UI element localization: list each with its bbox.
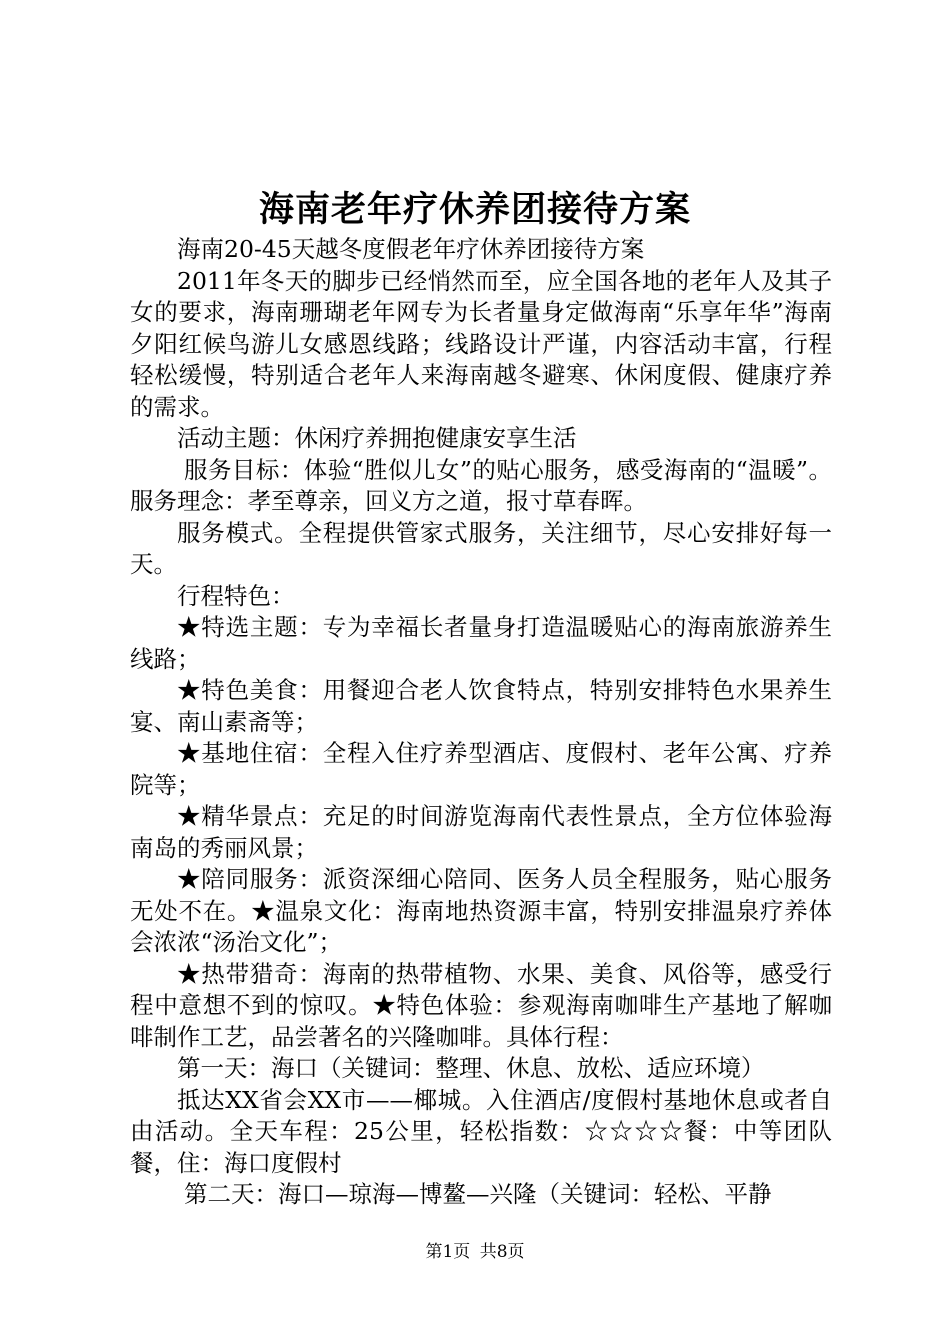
page-footer: 第1页 共8页 [425, 1242, 525, 1262]
feature-service-paragraph: ★陪同服务：派资深细心陪同、医务人员全程服务，贴心服务无处不在。★温泉文化：海南地热资源丰富，特别安排温泉疗养体会浓浓“汤治文化”； [130, 865, 832, 956]
day-one-detail-paragraph: 抵达XX省会XX市——椰城。入住酒店/度假村基地休息或者自由活动。全天车程：25公里，轻松指数：☆☆☆☆餐：中等团队餐，住：海口度假村 [130, 1085, 832, 1177]
service-goal-paragraph: 服务目标：体验“胜似儿女”的贴心服务，感受海南的“温暖”。服务理念：孝至尊亲，回义方之道，报寸草春晖。 [130, 455, 832, 515]
document-body [130, 234, 832, 1211]
feature-lodging-paragraph: ★基地住宿：全程入住疗养型酒店、度假村、老年公寓、疗养院等； [130, 739, 832, 799]
document-title: 海南老年疗休养团接待方案 [258, 189, 691, 230]
feature-scenery-paragraph: ★精华景点：充足的时间游览海南代表性景点，全方位体验海南岛的秀丽风景； [130, 802, 832, 862]
feature-tropical-paragraph: ★热带猎奇：海南的热带植物、水果、美食、风俗等，感受行程中意想不到的惊叹。★特色体验：参观海南咖啡生产基地了解咖啡制作工艺，品尝著名的兴隆咖啡。具体行程： [130, 959, 832, 1051]
subtitle-paragraph: 海南20-45天越冬度假老年疗休养团接待方案 [177, 235, 645, 263]
day-two-heading: 第二天：海口—琼海—博鳌—兴隆（关键词：轻松、平静 [184, 1180, 772, 1208]
feature-food-paragraph: ★特色美食：用餐迎合老人饮食特点，特别安排特色水果养生宴、南山素斋等； [130, 676, 832, 736]
itinerary-features-heading: 行程特色： [177, 581, 295, 610]
service-mode-paragraph: 服务模式。全程提供管家式服务，关注细节，尽心安排好每一天。 [130, 518, 832, 578]
intro-paragraph: 2011年冬天的脚步已经悄然而至，应全国各地的老年人及其子女的要求，海南珊瑚老年网专为长者量身定做海南“乐享年华”海南夕阳红候鸟游儿女感恩线路；线路设计严谨，内容活动丰富，行程轻松缓慢，特别适合老年人来海南越冬避寒、休闲度假、健康疗养的需求。 [130, 266, 832, 421]
day-one-heading: 第一天：海口（关键词：整理、休息、放松、适应环境） [177, 1054, 765, 1082]
activity-theme-paragraph: 活动主题：休闲疗养拥抱健康安享生活 [177, 424, 577, 452]
feature-theme-paragraph: ★特选主题：专为幸福长者量身打造温暖贴心的海南旅游养生线路； [130, 613, 832, 673]
